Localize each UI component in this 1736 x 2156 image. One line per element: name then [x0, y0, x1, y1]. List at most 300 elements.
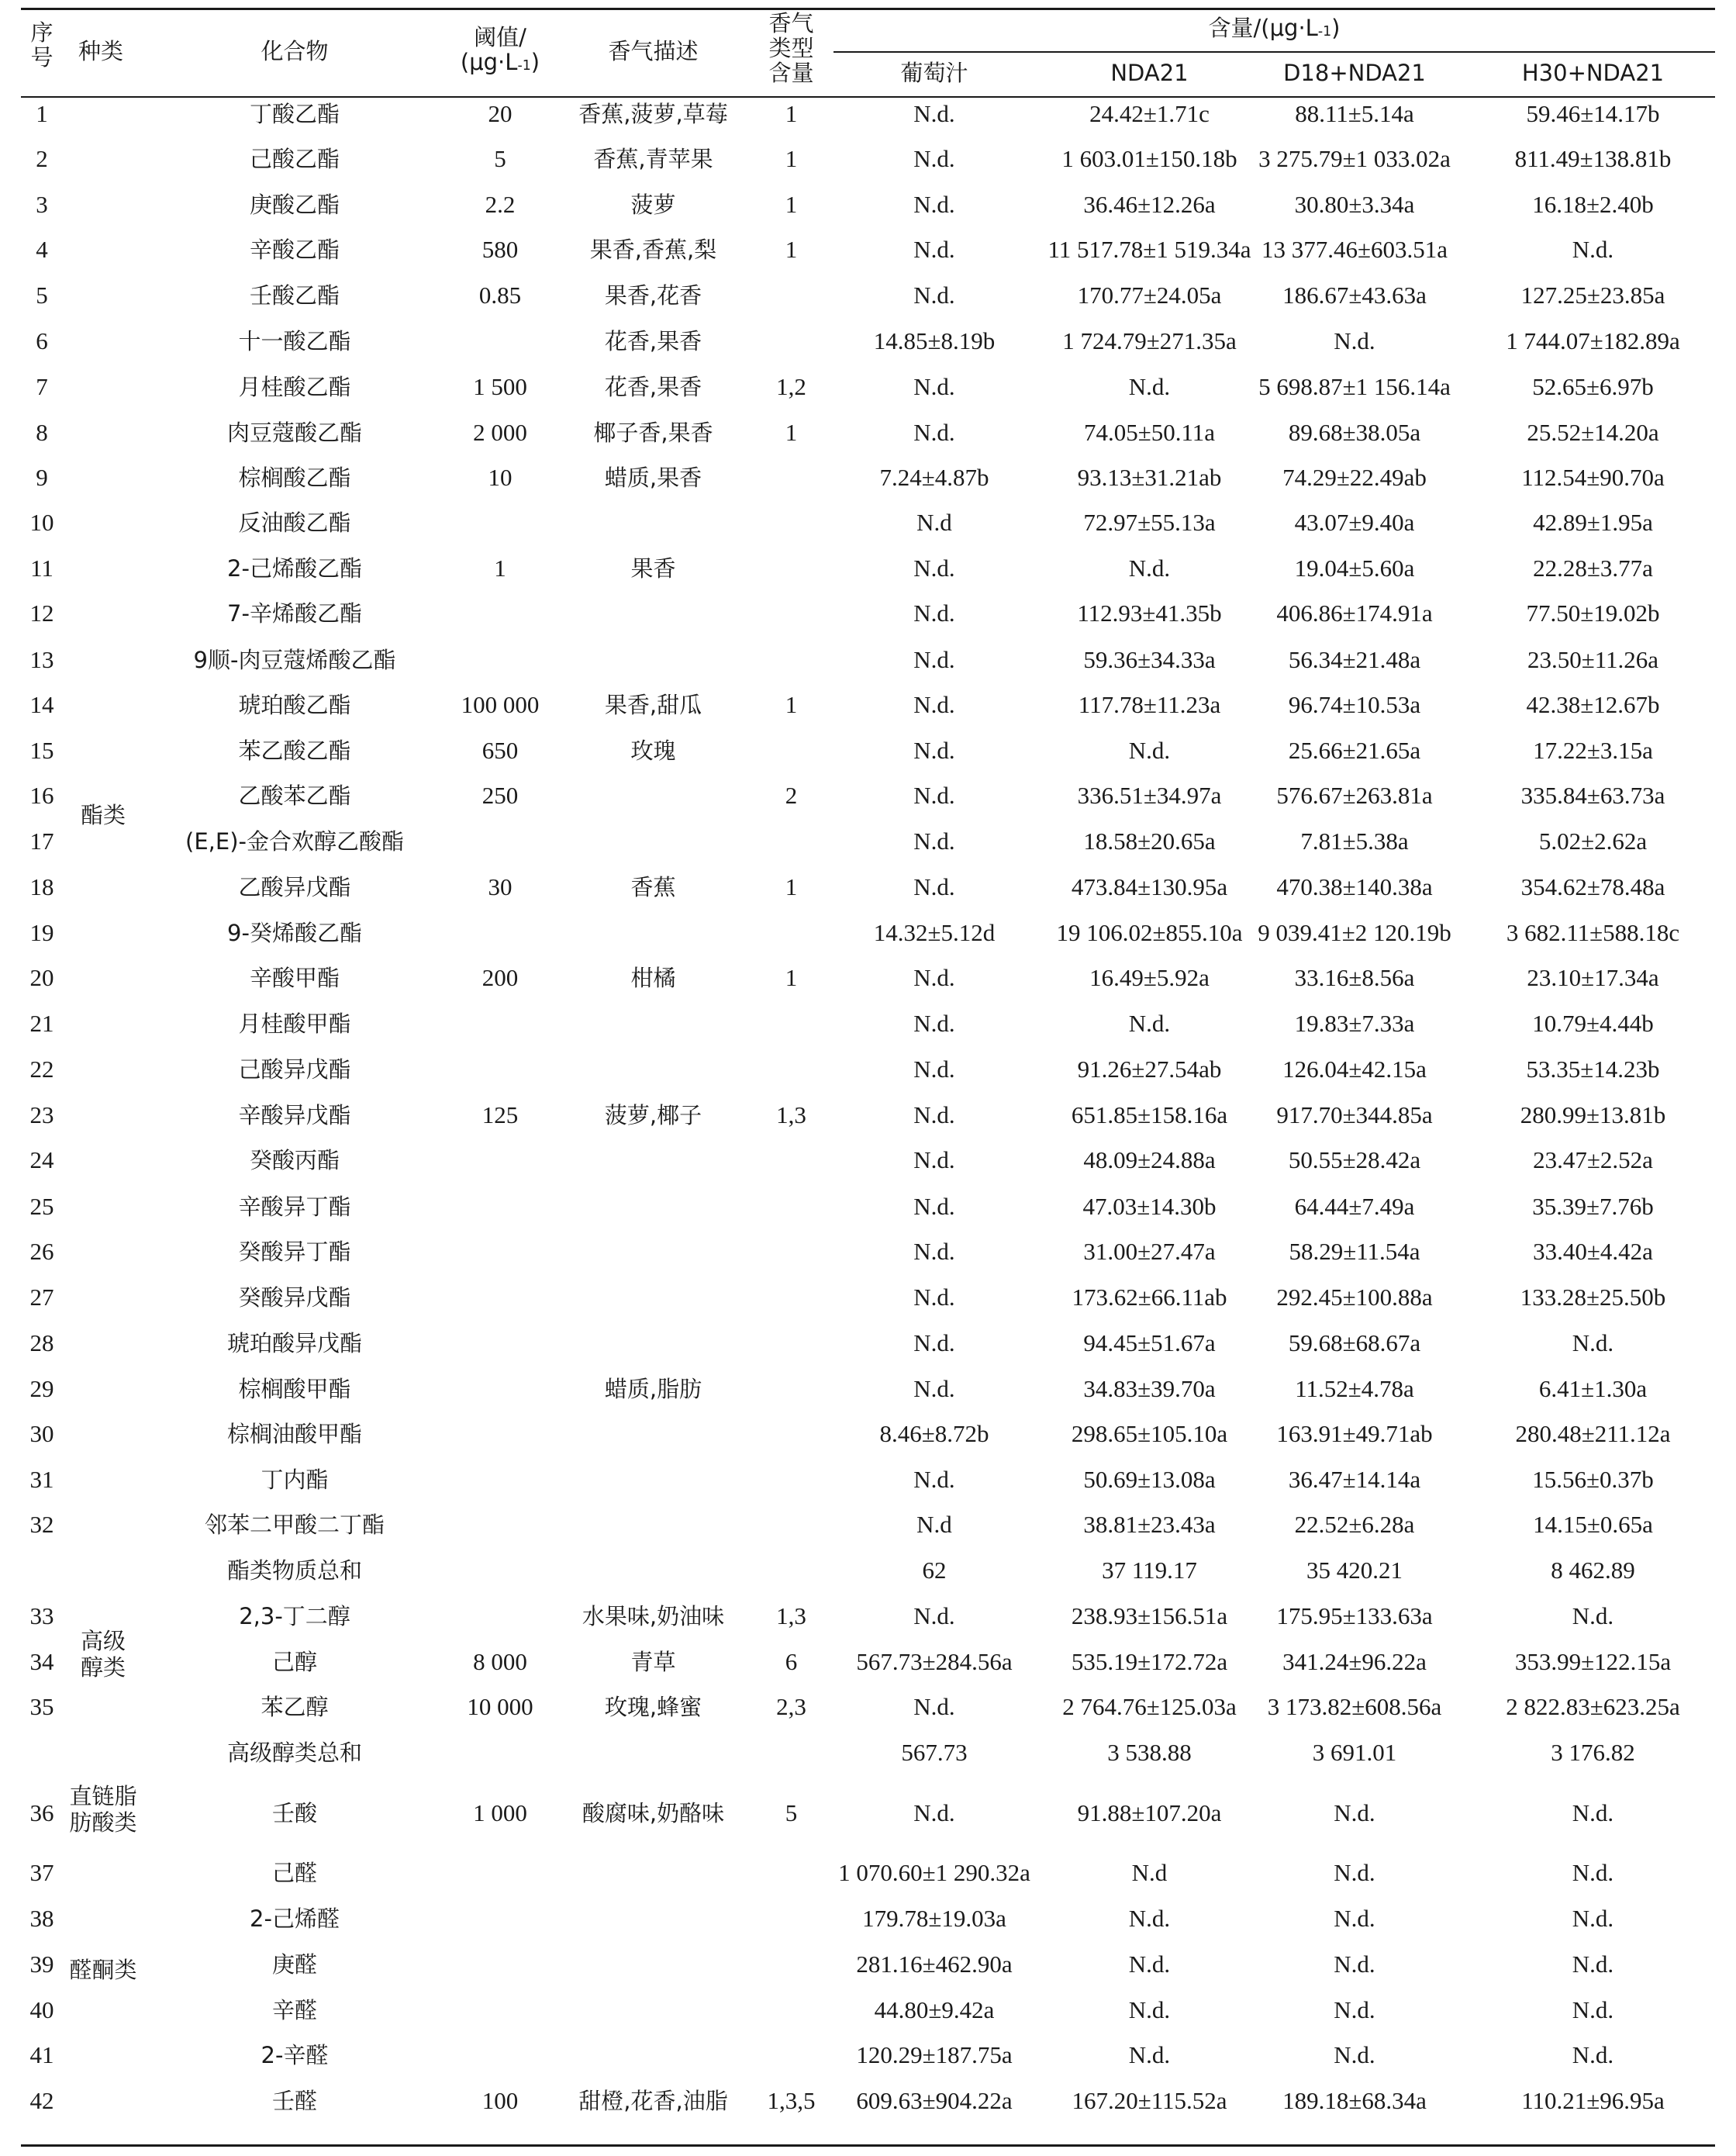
cell-compound: 月桂酸甲酯 [238, 1011, 351, 1037]
cell-compound: 邻苯二甲酸二丁酯 [204, 1512, 385, 1538]
header-bottom-rule [21, 96, 1715, 98]
cell-nda21: 31.00±27.47a [1083, 1238, 1216, 1265]
cell-compound: 2-己烯醛 [250, 1906, 340, 1932]
cell-compound: 己酸乙酯 [249, 146, 340, 172]
cell-nda21: 19 106.02±855.10a [1056, 919, 1243, 946]
cell-threshold: 8 000 [473, 1648, 527, 1675]
cell-h30: 42.89±1.95a [1533, 509, 1653, 536]
cell-threshold: 100 [481, 2087, 519, 2114]
cell-grape: N.d. [913, 373, 955, 400]
header-sample-d18: D18+NDA21 [1283, 60, 1426, 86]
cell-aroma: 花香,果香 [604, 374, 702, 400]
cell-seq: 17 [29, 828, 54, 855]
cell-grape: N.d. [913, 599, 955, 627]
content-header-rule [833, 51, 1715, 53]
header-seq: 序 号 [30, 19, 53, 71]
cell-seq: 18 [29, 873, 54, 900]
cell-d18: 74.29±22.49ab [1282, 464, 1427, 491]
cell-seq: 32 [29, 1511, 54, 1538]
cell-grape: N.d. [913, 100, 955, 127]
header-threshold-label: 阈值/ [474, 24, 526, 50]
cell-threshold: 0.85 [478, 282, 522, 309]
cell-nda21: 1 724.79±271.35a [1062, 327, 1237, 354]
cell-nda21: 173.62±66.11ab [1072, 1284, 1227, 1311]
cell-aroma: 菠萝,椰子 [604, 1102, 702, 1128]
cell-h30: 42.38±12.67b [1526, 691, 1660, 718]
cell-d18: 56.34±21.48a [1288, 646, 1421, 673]
group-label: 酯类 [80, 802, 126, 828]
cell-aroma: 玫瑰 [630, 738, 676, 764]
cell-d18: N.d. [1334, 327, 1375, 354]
cell-grape: N.d. [913, 964, 955, 991]
cell-seq: 4 [36, 236, 48, 263]
cell-h30: 2 822.83±623.25a [1506, 1693, 1680, 1720]
cell-seq: 36 [29, 1799, 54, 1826]
cell-grape: N.d. [913, 236, 955, 263]
cell-grape: N.d. [913, 1056, 955, 1083]
cell-h30: 16.18±2.40b [1532, 191, 1654, 218]
header-content-sup: -1 [1317, 24, 1332, 40]
cell-seq: 11 [30, 555, 53, 582]
cell-nda21: 48.09±24.88a [1083, 1146, 1216, 1173]
cell-seq: 22 [29, 1056, 54, 1083]
cell-aroma: 果香 [630, 555, 676, 582]
cell-seq: 25 [29, 1193, 54, 1220]
cell-h30: 335.84±63.73a [1520, 782, 1665, 809]
cell-d18: N.d. [1334, 1905, 1375, 1932]
cell-nda21: 34.83±39.70a [1083, 1375, 1216, 1402]
cell-d18: 19.04±5.60a [1294, 555, 1415, 582]
cell-compound: 反油酸乙酯 [238, 510, 351, 536]
cell-nda21: 38.81±23.43a [1083, 1511, 1216, 1538]
cell-compound: 高级醇类总和 [226, 1740, 362, 1766]
header-threshold-sup: -1 [517, 58, 531, 74]
cell-nda21: 167.20±115.52a [1072, 2087, 1227, 2114]
cell-compound: 琥珀酸乙酯 [238, 692, 351, 718]
cell-aroma: 玫瑰,蜂蜜 [604, 1694, 702, 1720]
cell-aroma: 青草 [630, 1649, 676, 1675]
cell-grape: 281.16±462.90a [856, 1950, 1013, 1978]
cell-seq: 9 [36, 464, 48, 491]
cell-h30: 133.28±25.50b [1520, 1284, 1666, 1311]
cell-nda21: 74.05±50.11a [1083, 419, 1216, 446]
cell-nda21: 298.65±105.10a [1071, 1420, 1228, 1447]
cell-aroma-type: 6 [785, 1648, 798, 1675]
cell-threshold: 10 000 [467, 1693, 533, 1720]
cell-d18: 3 275.79±1 033.02a [1258, 145, 1451, 172]
header-compound: 化合物 [261, 38, 329, 64]
header-threshold [446, 25, 554, 74]
cell-grape: 14.85±8.19b [873, 327, 996, 354]
cell-h30: 811.49±138.81b [1514, 145, 1672, 172]
cell-nda21: 473.84±130.95a [1071, 873, 1228, 900]
top-rule [21, 8, 1715, 10]
cell-grape: 1 070.60±1 290.32a [838, 1859, 1030, 1886]
cell-h30: 112.54±90.70a [1521, 464, 1665, 491]
cell-compound: 苯乙醇 [261, 1694, 329, 1720]
cell-nda21: 112.93±41.35b [1077, 599, 1222, 627]
cell-d18: 3 173.82±608.56a [1267, 1693, 1442, 1720]
cell-seq: 20 [29, 964, 54, 991]
cell-d18: 341.24±96.22a [1282, 1648, 1427, 1675]
cell-aroma-type: 1 [785, 100, 798, 127]
cell-seq: 41 [29, 2041, 54, 2068]
cell-aroma-type: 1 [785, 191, 798, 218]
cell-grape: N.d. [913, 1799, 955, 1826]
cell-compound: 肉豆蔻酸乙酯 [226, 420, 362, 446]
cell-compound: 苯乙酸乙酯 [238, 738, 351, 764]
cell-seq: 19 [29, 919, 54, 946]
cell-h30: 127.25±23.85a [1520, 282, 1665, 309]
header-content-label: 含量/(μg·L [1208, 15, 1318, 41]
cell-grape: N.d. [913, 1101, 955, 1128]
header-content-close: ) [1331, 15, 1341, 41]
cell-nda21: N.d. [1128, 1010, 1171, 1037]
cell-grape: 7.24±4.87b [879, 464, 989, 491]
cell-aroma: 香蕉 [630, 874, 676, 900]
cell-threshold: 100 000 [461, 691, 540, 718]
cell-seq: 42 [29, 2087, 54, 2114]
cell-threshold: 580 [481, 236, 519, 263]
cell-aroma: 柑橘 [630, 965, 676, 991]
cell-grape: N.d. [913, 782, 955, 809]
cell-h30: 354.62±78.48a [1520, 873, 1665, 900]
cell-seq: 15 [29, 737, 54, 764]
cell-seq: 12 [29, 599, 54, 627]
cell-seq: 29 [29, 1375, 54, 1402]
cell-grape: N.d. [913, 419, 955, 446]
cell-h30: 23.10±17.34a [1527, 964, 1659, 991]
cell-h30: 280.99±13.81b [1520, 1101, 1666, 1128]
cell-aroma-type: 1,2 [776, 373, 806, 400]
cell-compound: 辛酸异丁酯 [238, 1194, 351, 1220]
cell-aroma-type: 2 [785, 782, 798, 809]
bottom-rule [21, 2144, 1715, 2147]
cell-seq: 38 [29, 1905, 54, 1932]
cell-d18: 35 420.21 [1306, 1557, 1403, 1584]
cell-nda21: 94.45±51.67a [1083, 1329, 1216, 1356]
cell-grape: 14.32±5.12d [873, 919, 996, 946]
cell-compound: 2,3-丁二醇 [239, 1603, 350, 1629]
cell-d18: 33.16±8.56a [1294, 964, 1415, 991]
cell-compound: 己醇 [271, 1649, 317, 1675]
cell-compound: 己醛 [271, 1860, 317, 1886]
cell-h30: 25.52±14.20a [1527, 419, 1659, 446]
cell-compound: 壬酸 [271, 1800, 317, 1826]
cell-compound: 己酸异戊酯 [238, 1056, 351, 1083]
cell-d18: 7.81±5.38a [1300, 828, 1409, 855]
cell-h30: 5.02±2.62a [1538, 828, 1648, 855]
cell-d18: 58.29±11.54a [1289, 1238, 1420, 1265]
cell-nda21: 50.69±13.08a [1083, 1466, 1216, 1493]
cell-seq: 39 [29, 1950, 54, 1978]
cell-aroma: 蜡质,果香 [604, 465, 702, 491]
cell-threshold: 30 [488, 873, 513, 900]
cell-aroma: 果香,甜瓜 [604, 692, 702, 718]
cell-nda21: N.d. [1128, 555, 1171, 582]
cell-seq: 28 [29, 1329, 54, 1356]
cell-seq: 23 [29, 1101, 54, 1128]
cell-threshold: 250 [481, 782, 519, 809]
cell-compound: 丁酸乙酯 [249, 101, 340, 127]
cell-grape: N.d. [913, 691, 955, 718]
cell-aroma: 蜡质,脂肪 [604, 1376, 702, 1402]
cell-threshold: 2.2 [485, 191, 516, 218]
cell-aroma-type: 1 [785, 691, 798, 718]
cell-h30: N.d. [1572, 2041, 1614, 2068]
cell-compound: 庚酸乙酯 [249, 192, 340, 218]
cell-aroma: 果香,香蕉,梨 [589, 237, 717, 263]
cell-h30: N.d. [1572, 1905, 1614, 1932]
cell-grape: N.d. [913, 828, 955, 855]
cell-grape: N.d. [913, 1146, 955, 1173]
cell-aroma: 甜橙,花香,油脂 [578, 2088, 728, 2114]
cell-grape: 8.46±8.72b [879, 1420, 989, 1447]
cell-h30: 23.50±11.26a [1527, 646, 1659, 673]
cell-threshold: 125 [481, 1101, 519, 1128]
cell-seq: 40 [29, 1996, 54, 2023]
cell-grape: N.d. [913, 1238, 955, 1265]
cell-aroma-type: 1,3 [776, 1101, 806, 1128]
cell-nda21: N.d. [1128, 373, 1171, 400]
cell-seq: 14 [29, 691, 54, 718]
cell-seq: 24 [29, 1146, 54, 1173]
cell-compound: 棕榈酸甲酯 [238, 1376, 351, 1402]
cell-aroma-type: 1,3,5 [767, 2087, 816, 2114]
cell-nda21: 336.51±34.97a [1077, 782, 1222, 809]
cell-seq: 31 [29, 1466, 54, 1493]
cell-d18: 175.95±133.63a [1276, 1602, 1433, 1629]
cell-seq: 35 [29, 1693, 54, 1720]
cell-nda21: 24.42±1.71c [1089, 100, 1210, 127]
header-sample-h30: H30+NDA21 [1521, 60, 1665, 86]
cell-nda21: 72.97±55.13a [1083, 509, 1216, 536]
cell-d18: 917.70±344.85a [1276, 1101, 1433, 1128]
cell-grape: N.d [916, 509, 952, 536]
cell-grape: N.d [916, 1511, 952, 1538]
cell-compound: 壬醛 [271, 2088, 317, 2114]
cell-d18: 64.44±7.49a [1294, 1193, 1415, 1220]
cell-h30: 35.39±7.76b [1532, 1193, 1654, 1220]
cell-nda21: 11 517.78±1 519.34a [1047, 236, 1251, 263]
cell-grape: N.d. [913, 737, 955, 764]
cell-d18: 470.38±140.38a [1276, 873, 1433, 900]
cell-compound: 酯类物质总和 [226, 1557, 362, 1584]
cell-nda21: N.d. [1128, 1905, 1171, 1932]
header-category: 种类 [78, 38, 123, 64]
cell-seq: 21 [29, 1010, 54, 1037]
cell-d18: 89.68±38.05a [1288, 419, 1421, 446]
cell-seq: 6 [36, 327, 48, 354]
cell-d18: N.d. [1334, 1859, 1375, 1886]
header-threshold-unit: (μg·L [460, 49, 518, 75]
cell-nda21: 47.03±14.30b [1082, 1193, 1217, 1220]
cell-d18: 3 691.01 [1312, 1739, 1397, 1766]
header-aroma-type: 香气 类型 含量 [768, 10, 814, 86]
cell-nda21: 651.85±158.16a [1071, 1101, 1228, 1128]
cell-compound: 庚醛 [271, 1951, 317, 1978]
cell-grape: N.d. [913, 1693, 955, 1720]
cell-seq: 33 [29, 1602, 54, 1629]
cell-grape: N.d. [913, 1193, 955, 1220]
cell-grape: N.d. [913, 1466, 955, 1493]
header-sample-nda21: NDA21 [1110, 60, 1189, 86]
cell-seq: 13 [29, 646, 54, 673]
cell-threshold: 5 [494, 145, 506, 172]
cell-h30: 17.22±3.15a [1533, 737, 1653, 764]
cell-nda21: N.d. [1128, 1996, 1171, 2023]
cell-d18: 19.83±7.33a [1294, 1010, 1415, 1037]
cell-h30: 353.99±122.15a [1514, 1648, 1672, 1675]
cell-nda21: 3 538.88 [1107, 1739, 1192, 1766]
cell-h30: N.d. [1572, 1602, 1614, 1629]
cell-h30: 110.21±96.95a [1521, 2087, 1665, 2114]
cell-h30: 59.46±14.17b [1526, 100, 1660, 127]
cell-d18: 25.66±21.65a [1288, 737, 1421, 764]
cell-nda21: 91.88±107.20a [1077, 1799, 1222, 1826]
cell-d18: 59.68±68.67a [1288, 1329, 1421, 1356]
cell-d18: 43.07±9.40a [1294, 509, 1415, 536]
cell-grape: 567.73 [901, 1739, 968, 1766]
group-label: 醛酮类 [69, 1957, 137, 1983]
cell-d18: N.d. [1334, 1799, 1375, 1826]
cell-nda21: N.d. [1128, 2041, 1171, 2068]
cell-seq: 26 [29, 1238, 54, 1265]
cell-threshold: 2 000 [473, 419, 527, 446]
cell-aroma: 花香,果香 [604, 328, 702, 354]
cell-d18: 11.52±4.78a [1295, 1375, 1414, 1402]
cell-aroma-type: 1 [785, 873, 798, 900]
cell-compound: 癸酸异戊酯 [238, 1284, 351, 1311]
cell-d18: 9 039.41±2 120.19b [1258, 919, 1451, 946]
cell-aroma-type: 1 [785, 236, 798, 263]
cell-compound: 棕榈油酸甲酯 [226, 1421, 362, 1447]
cell-threshold: 10 [488, 464, 513, 491]
cell-grape: N.d. [913, 1602, 955, 1629]
cell-aroma-type: 5 [785, 1799, 798, 1826]
cell-compound: 乙酸苯乙酯 [238, 783, 351, 809]
cell-seq: 16 [29, 782, 54, 809]
cell-aroma-type: 1 [785, 964, 798, 991]
cell-compound: 壬酸乙酯 [249, 282, 340, 309]
cell-d18: 30.80±3.34a [1294, 191, 1415, 218]
cell-d18: 186.67±43.63a [1282, 282, 1427, 309]
cell-h30: N.d. [1572, 236, 1614, 263]
cell-nda21: N.d [1131, 1859, 1168, 1886]
cell-h30: 8 462.89 [1551, 1557, 1635, 1584]
header-threshold-close: ) [530, 49, 540, 75]
cell-compound: 7-辛烯酸乙酯 [227, 600, 362, 627]
cell-h30: N.d. [1572, 1799, 1614, 1826]
cell-grape: N.d. [913, 1329, 955, 1356]
cell-h30: N.d. [1572, 1950, 1614, 1978]
cell-d18: 163.91±49.71ab [1276, 1420, 1433, 1447]
cell-compound: 2-辛醛 [261, 2042, 329, 2068]
cell-threshold: 1 500 [473, 373, 527, 400]
cell-aroma: 椰子香,果香 [593, 420, 713, 446]
cell-d18: 22.52±6.28a [1294, 1511, 1415, 1538]
header-content [833, 16, 1715, 40]
cell-compound: 辛醛 [271, 1997, 317, 2023]
cell-d18: N.d. [1334, 1950, 1375, 1978]
cell-compound: 乙酸异戊酯 [238, 874, 351, 900]
cell-compound: 癸酸异丁酯 [238, 1239, 351, 1265]
cell-d18: 50.55±28.42a [1288, 1146, 1421, 1173]
cell-compound: 癸酸丙酯 [249, 1147, 340, 1173]
cell-d18: 5 698.87±1 156.14a [1258, 373, 1451, 400]
cell-d18: N.d. [1334, 2041, 1375, 2068]
cell-aroma: 酸腐味,奶酪味 [582, 1800, 725, 1826]
header-sample-grape: 葡萄汁 [900, 60, 968, 86]
cell-threshold: 200 [481, 964, 519, 991]
cell-nda21: N.d. [1128, 737, 1171, 764]
cell-seq: 1 [36, 100, 48, 127]
cell-threshold: 1 [494, 555, 506, 582]
cell-d18: 126.04±42.15a [1282, 1056, 1427, 1083]
cell-d18: 96.74±10.53a [1288, 691, 1421, 718]
cell-compound: 十一酸乙酯 [238, 328, 351, 354]
cell-seq: 27 [29, 1284, 54, 1311]
cell-grape: 567.73±284.56a [856, 1648, 1013, 1675]
cell-grape: N.d. [913, 646, 955, 673]
cell-nda21: 18.58±20.65a [1083, 828, 1216, 855]
cell-nda21: 238.93±156.51a [1071, 1602, 1228, 1629]
cell-nda21: 535.19±172.72a [1071, 1648, 1228, 1675]
cell-grape: N.d. [913, 1010, 955, 1037]
cell-d18: 88.11±5.14a [1295, 100, 1414, 127]
cell-grape: 44.80±9.42a [874, 1996, 995, 2023]
cell-aroma-type: 1 [785, 145, 798, 172]
cell-nda21: 2 764.76±125.03a [1062, 1693, 1237, 1720]
cell-nda21: N.d. [1128, 1950, 1171, 1978]
cell-seq: 8 [36, 419, 48, 446]
cell-d18: N.d. [1334, 1996, 1375, 2023]
cell-d18: 406.86±174.91a [1276, 599, 1433, 627]
cell-d18: 36.47±14.14a [1288, 1466, 1421, 1493]
cell-d18: 292.45±100.88a [1276, 1284, 1433, 1311]
cell-nda21: 16.49±5.92a [1089, 964, 1210, 991]
cell-compound: (E,E)-金合欢醇乙酸酯 [185, 828, 404, 855]
cell-aroma: 菠萝 [630, 192, 676, 218]
cell-h30: N.d. [1572, 1996, 1614, 2023]
cell-nda21: 1 603.01±150.18b [1061, 145, 1237, 172]
group-label: 直链脂 肪酸类 [69, 1783, 137, 1836]
cell-threshold: 1 000 [473, 1799, 527, 1826]
cell-d18: 189.18±68.34a [1282, 2087, 1427, 2114]
cell-seq: 10 [29, 509, 54, 536]
cell-compound: 棕榈酸乙酯 [238, 465, 351, 491]
cell-compound: 丁内酯 [261, 1467, 329, 1493]
cell-aroma: 果香,花香 [604, 282, 702, 309]
cell-grape: 120.29±187.75a [856, 2041, 1013, 2068]
cell-grape: N.d. [913, 191, 955, 218]
cell-nda21: 91.26±27.54ab [1077, 1056, 1222, 1083]
cell-compound: 2-己烯酸乙酯 [227, 555, 362, 582]
cell-h30: N.d. [1572, 1859, 1614, 1886]
cell-h30: 1 744.07±182.89a [1506, 327, 1680, 354]
cell-compound: 辛酸乙酯 [249, 237, 340, 263]
cell-compound: 9顺-肉豆蔻烯酸乙酯 [193, 647, 396, 673]
cell-grape: N.d. [913, 145, 955, 172]
cell-nda21: 117.78±11.23a [1078, 691, 1221, 718]
cell-grape: N.d. [913, 555, 955, 582]
cell-h30: 23.47±2.52a [1533, 1146, 1653, 1173]
cell-h30: 53.35±14.23b [1526, 1056, 1660, 1083]
cell-h30: 3 682.11±588.18c [1506, 919, 1680, 946]
cell-aroma: 香蕉,菠萝,草莓 [578, 101, 728, 127]
cell-aroma-type: 1,3 [776, 1602, 806, 1629]
cell-seq: 37 [29, 1859, 54, 1886]
